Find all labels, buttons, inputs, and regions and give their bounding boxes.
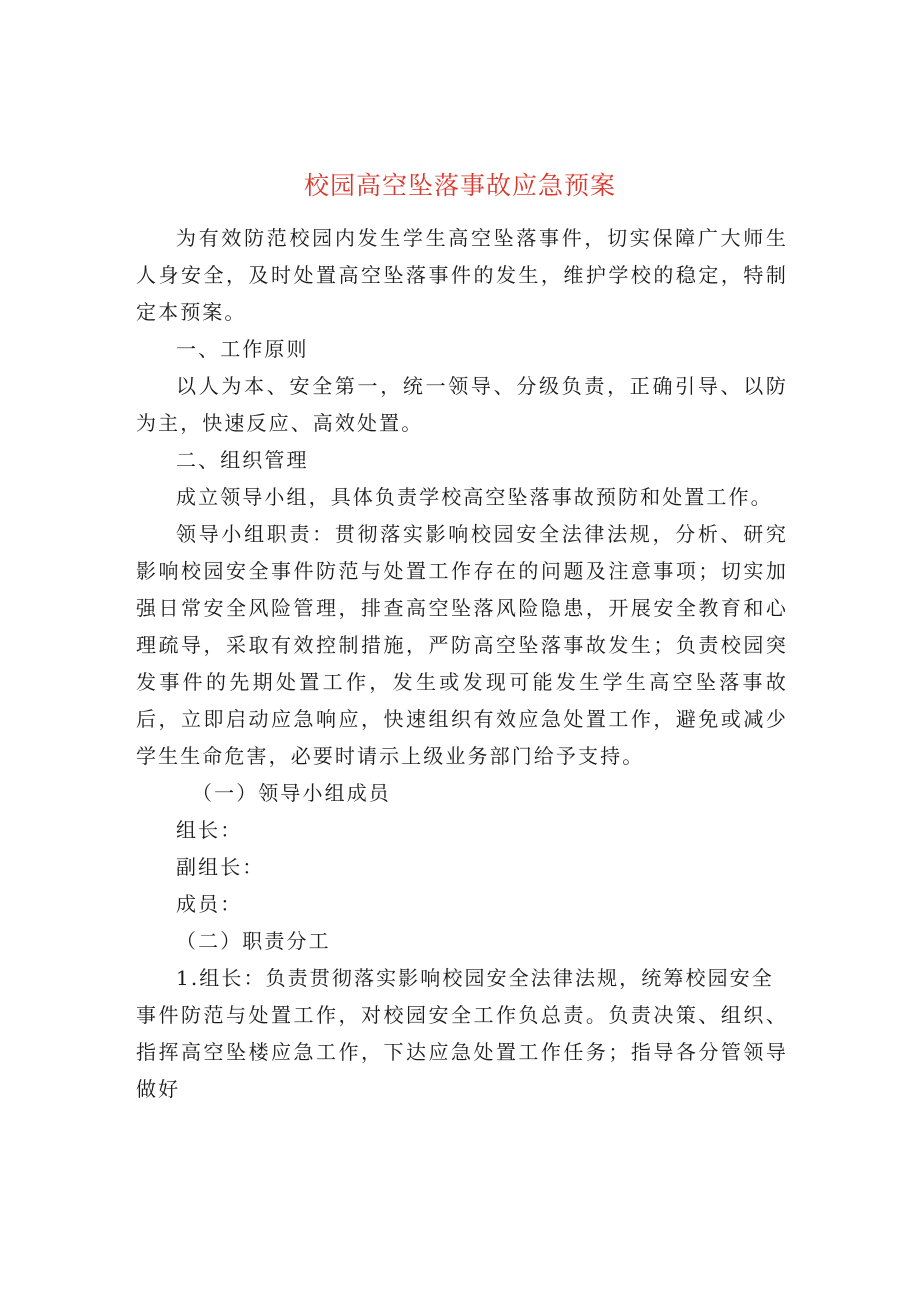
subsection-heading-duties: （二）职责分工 — [176, 929, 331, 953]
leader-duty-first-line: 1.组长：负责贯彻落实影响校园安全法律法规，统筹校园安全 — [176, 966, 774, 990]
intro-paragraph: 为有效防范校园内发生学生高空坠落事件，切实保障广大师生人身安全，及时处置高空坠落事件的发生，维护学校的稳定，特制定本预案。 — [136, 226, 788, 324]
subsection-heading-members: （一）领导小组成员 — [192, 781, 391, 805]
section-heading-principles: 一、工作原则 — [176, 337, 309, 361]
document-title: 校园高空坠落事故应急预案 — [303, 171, 616, 200]
principles-paragraph: 以人为本、安全第一，统一领导、分级负责，正确引导、以防为主，快速反应、高效处置。 — [136, 374, 788, 435]
document-body — [136, 220, 788, 1108]
leader-duty-continuation: 事件防范与处置工作，对校园安全工作负总责。负责决策、组织、指挥高空坠楼应急工作，下达应急处置工作任务；指导各分管领导做好 — [136, 1003, 788, 1101]
leadership-duties-paragraph: 领导小组职责：贯彻落实影响校园安全法律法规，分析、研究影响校园安全事件防范与处置工作存在的问题及注意事项；切实加强日常安全风险管理，排查高空坠落风险隐患，开展安全教育和心理疏导，采取有效控制措施，严防高空坠落事故发生；负责校园突发事件的先期处置工作，发生或发现可能发生学生高空坠落事故后，立即启动应急响应，快速组织有效应急处置工作，避免或减少学生生命危害，必要时请示上级业务部门给予支持。 — [136, 522, 788, 768]
section-heading-organization: 二、组织管理 — [176, 448, 309, 472]
deputy-leader-line: 副组长： — [176, 855, 265, 879]
organization-paragraph: 成立领导小组，具体负责学校高空坠落事故预防和处置工作。 — [176, 485, 773, 509]
team-leader-line: 组长： — [176, 818, 243, 842]
members-line: 成员： — [176, 892, 243, 916]
